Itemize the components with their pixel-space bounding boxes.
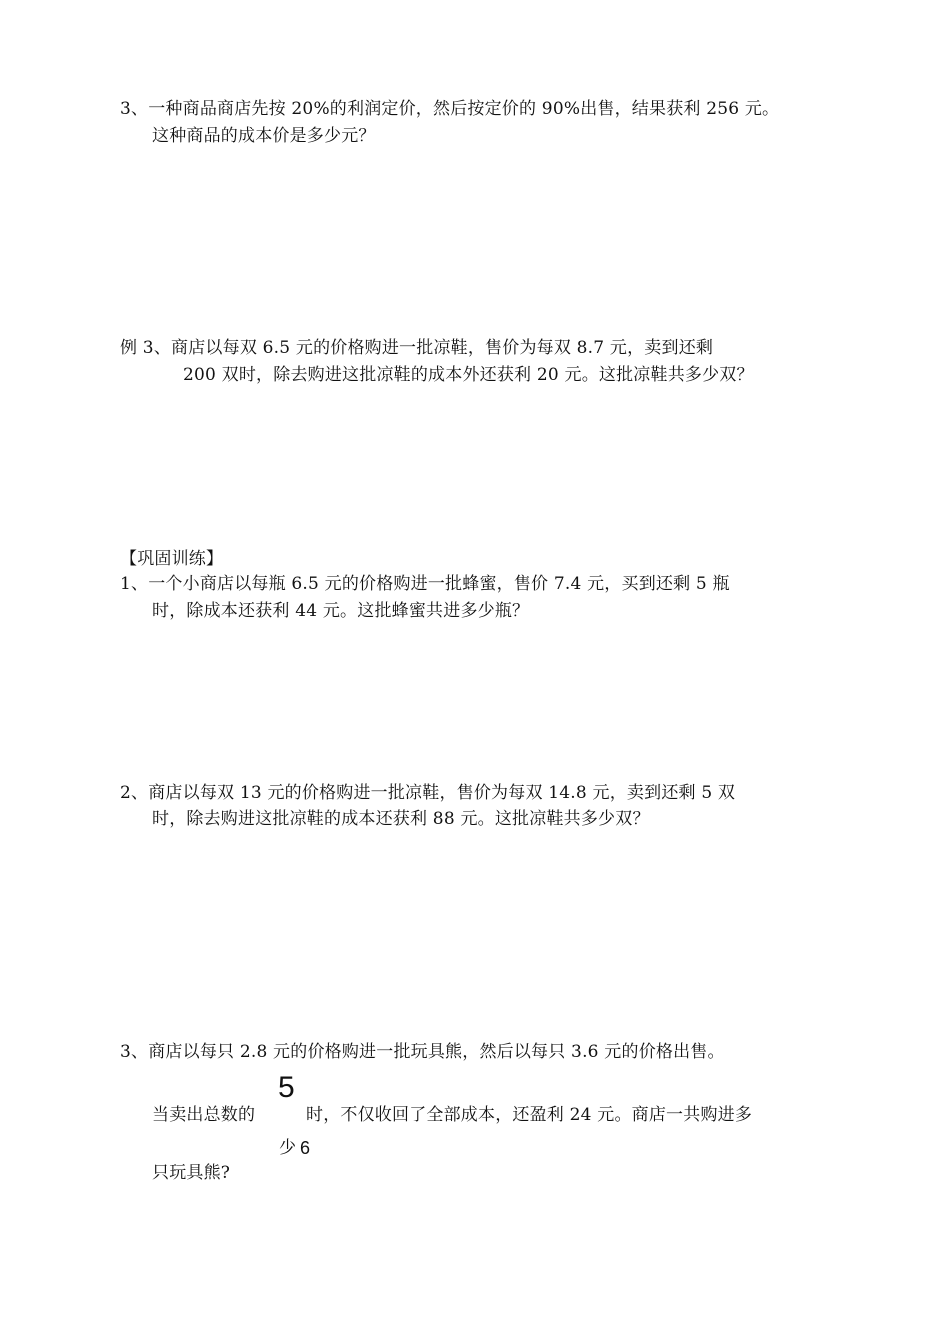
- practice-1-line-1: 1、一个小商店以每瓶 6.5 元的价格购进一批蜂蜜，售价 7.4 元，买到还剩 5 瓶: [120, 574, 730, 594]
- fraction-denominator: 6: [300, 1138, 311, 1158]
- practice-3-line-2-left: 当卖出总数的: [152, 1105, 256, 1125]
- section-title: 【巩固训练】: [120, 549, 224, 569]
- practice-3-line-2-right: 时，不仅收回了全部成本，还盈利 24 元。商店一共购进多: [306, 1105, 753, 1125]
- practice-3-line-4: 只玩具熊?: [152, 1163, 231, 1183]
- fraction-numerator: 5: [278, 1071, 295, 1104]
- practice-3-line-1: 3、商店以每只 2.8 元的价格购进一批玩具熊，然后以每只 3.6 元的价格出售。: [120, 1042, 725, 1062]
- problem-3-top-line-1: 3、一种商品商店先按 20%的利润定价，然后按定价的 90%出售，结果获利 256 元。: [120, 99, 780, 119]
- problem-3-top-line-2: 这种商品的成本价是多少元？: [152, 126, 376, 146]
- practice-2-line-2: 时，除去购进这批凉鞋的成本还获利 88 元。这批凉鞋共多少双？: [152, 809, 650, 829]
- practice-3-line-3-char: 少: [279, 1138, 297, 1158]
- practice-2-line-1: 2、商店以每双 13 元的价格购进一批凉鞋，售价为每双 14.8 元，卖到还剩 5 双: [120, 783, 736, 803]
- practice-1-line-2: 时，除成本还获利 44 元。这批蜂蜜共进多少瓶？: [152, 601, 530, 621]
- example-3-line-1: 例 3、商店以每双 6.5 元的价格购进一批凉鞋，售价为每双 8.7 元，卖到还剩: [120, 338, 714, 358]
- example-3-line-2: 200 双时，除去购进这批凉鞋的成本外还获利 20 元。这批凉鞋共多少双？: [183, 365, 754, 385]
